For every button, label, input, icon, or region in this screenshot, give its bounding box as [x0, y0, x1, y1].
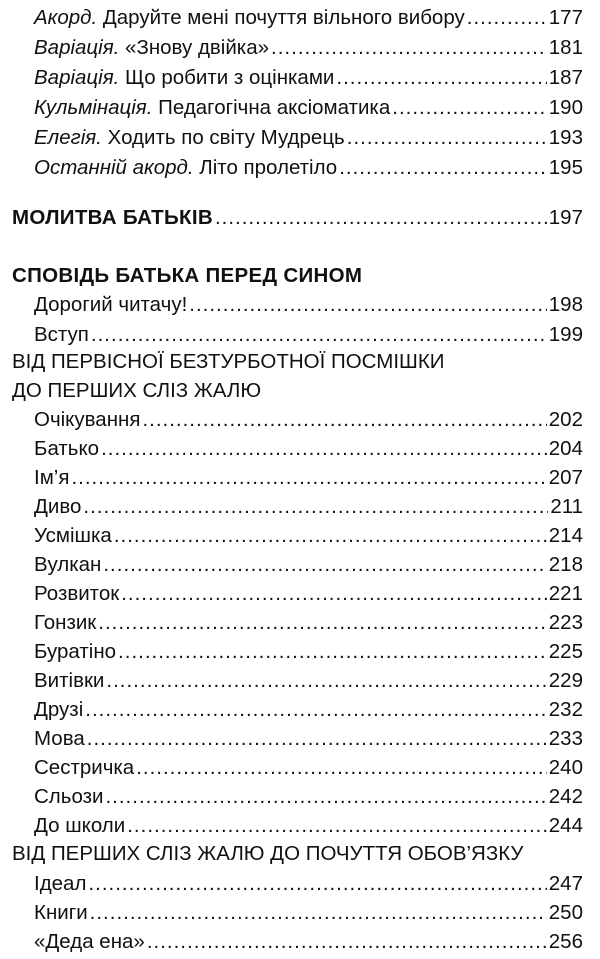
page-number: 233	[548, 727, 583, 750]
toc-entry: Сльози ..... 242	[0, 782, 600, 812]
toc-entry: Варіація. «Знову двійка» ..... 181	[0, 33, 600, 63]
page-number: 204	[548, 437, 583, 460]
toc-entry: Сестричка ..... 240	[0, 753, 600, 783]
toc-entry: Ідеал ..... 247	[0, 869, 600, 899]
page-number: 225	[548, 640, 583, 663]
toc-entry: Ім’я ..... 207	[0, 463, 600, 493]
toc-entry: Елегія. Ходить по світу Мудрець ..... 193	[0, 123, 600, 153]
section-heading: ВІД ПЕРВІСНОЇ БЕЗТУРБОТНОЇ ПОСМІШКИ	[12, 350, 445, 373]
toc-entry: Акорд. Даруйте мені почуття вільного вибору ..... 177	[0, 3, 600, 33]
page-number: 240	[548, 756, 583, 779]
page-number: 221	[548, 582, 583, 605]
toc-entry: Дорогий читачу! ..... 198	[0, 290, 600, 320]
toc-entry: Диво ..... 211	[0, 492, 600, 522]
toc-entry: Усмішка ..... 214	[0, 521, 600, 551]
toc-entry-prayer	[0, 203, 600, 233]
toc-entry: Мова ..... 233	[0, 724, 600, 754]
page-number: 247	[548, 872, 583, 895]
toc-entry: Витівки ..... 229	[0, 666, 600, 696]
page-number: 187	[548, 66, 583, 89]
page-number: 193	[548, 126, 583, 149]
toc-entry: Вулкан ..... 218	[0, 550, 600, 580]
toc-entry: Варіація. Що робити з оцінками ..... 187	[0, 63, 600, 93]
page-number: 207	[548, 466, 583, 489]
toc-entry: Останній акорд. Літо пролетіло ..... 195	[0, 153, 600, 183]
page-number: 199	[548, 323, 583, 346]
toc-entry: Вступ ..... 199	[0, 320, 600, 350]
section-heading: СПОВІДЬ БАТЬКА ПЕРЕД СИНОМ	[12, 264, 363, 287]
toc-entry: Розвиток ..... 221	[0, 579, 600, 609]
page-number: 256	[548, 930, 583, 953]
toc-entry: Батько ..... 204	[0, 434, 600, 464]
section-heading-line2: ДО ПЕРШИХ СЛІЗ ЖАЛЮ	[12, 379, 262, 402]
toc-entry: Друзі ..... 232	[0, 695, 600, 725]
toc-entry: До школи ..... 244	[0, 811, 600, 841]
page-number: 242	[548, 785, 583, 808]
page-number: 223	[548, 611, 583, 634]
page-number: 229	[548, 669, 583, 692]
toc-entry: Очікування ..... 202	[0, 405, 600, 435]
page-number: 244	[548, 814, 583, 837]
page-number: 197	[548, 206, 583, 229]
page-number: 211	[550, 495, 583, 518]
page-number: 202	[548, 408, 583, 431]
page-number: 181	[548, 36, 583, 59]
page-number: 214	[548, 524, 583, 547]
section-title: МОЛИТВА БАТЬКІВ	[12, 206, 213, 229]
page-number: 232	[548, 698, 583, 721]
page-number: 198	[548, 293, 583, 316]
toc-entry: «Деда ена» ..... 256	[0, 927, 600, 957]
toc-entry: Гонзик ..... 223	[0, 608, 600, 638]
page-number: 190	[548, 96, 583, 119]
page-number: 195	[548, 156, 583, 179]
toc-entry: Буратіно ..... 225	[0, 637, 600, 667]
page-number: 177	[548, 6, 583, 29]
toc-entry: Книги ..... 250	[0, 898, 600, 928]
page-number: 250	[548, 901, 583, 924]
section-heading: ВІД ПЕРШИХ СЛІЗ ЖАЛЮ ДО ПОЧУТТЯ ОБОВ’ЯЗКУ	[12, 842, 524, 865]
toc-entry: Кульмінація. Педагогічна аксіоматика ..... 190	[0, 93, 600, 123]
page-number: 218	[548, 553, 583, 576]
